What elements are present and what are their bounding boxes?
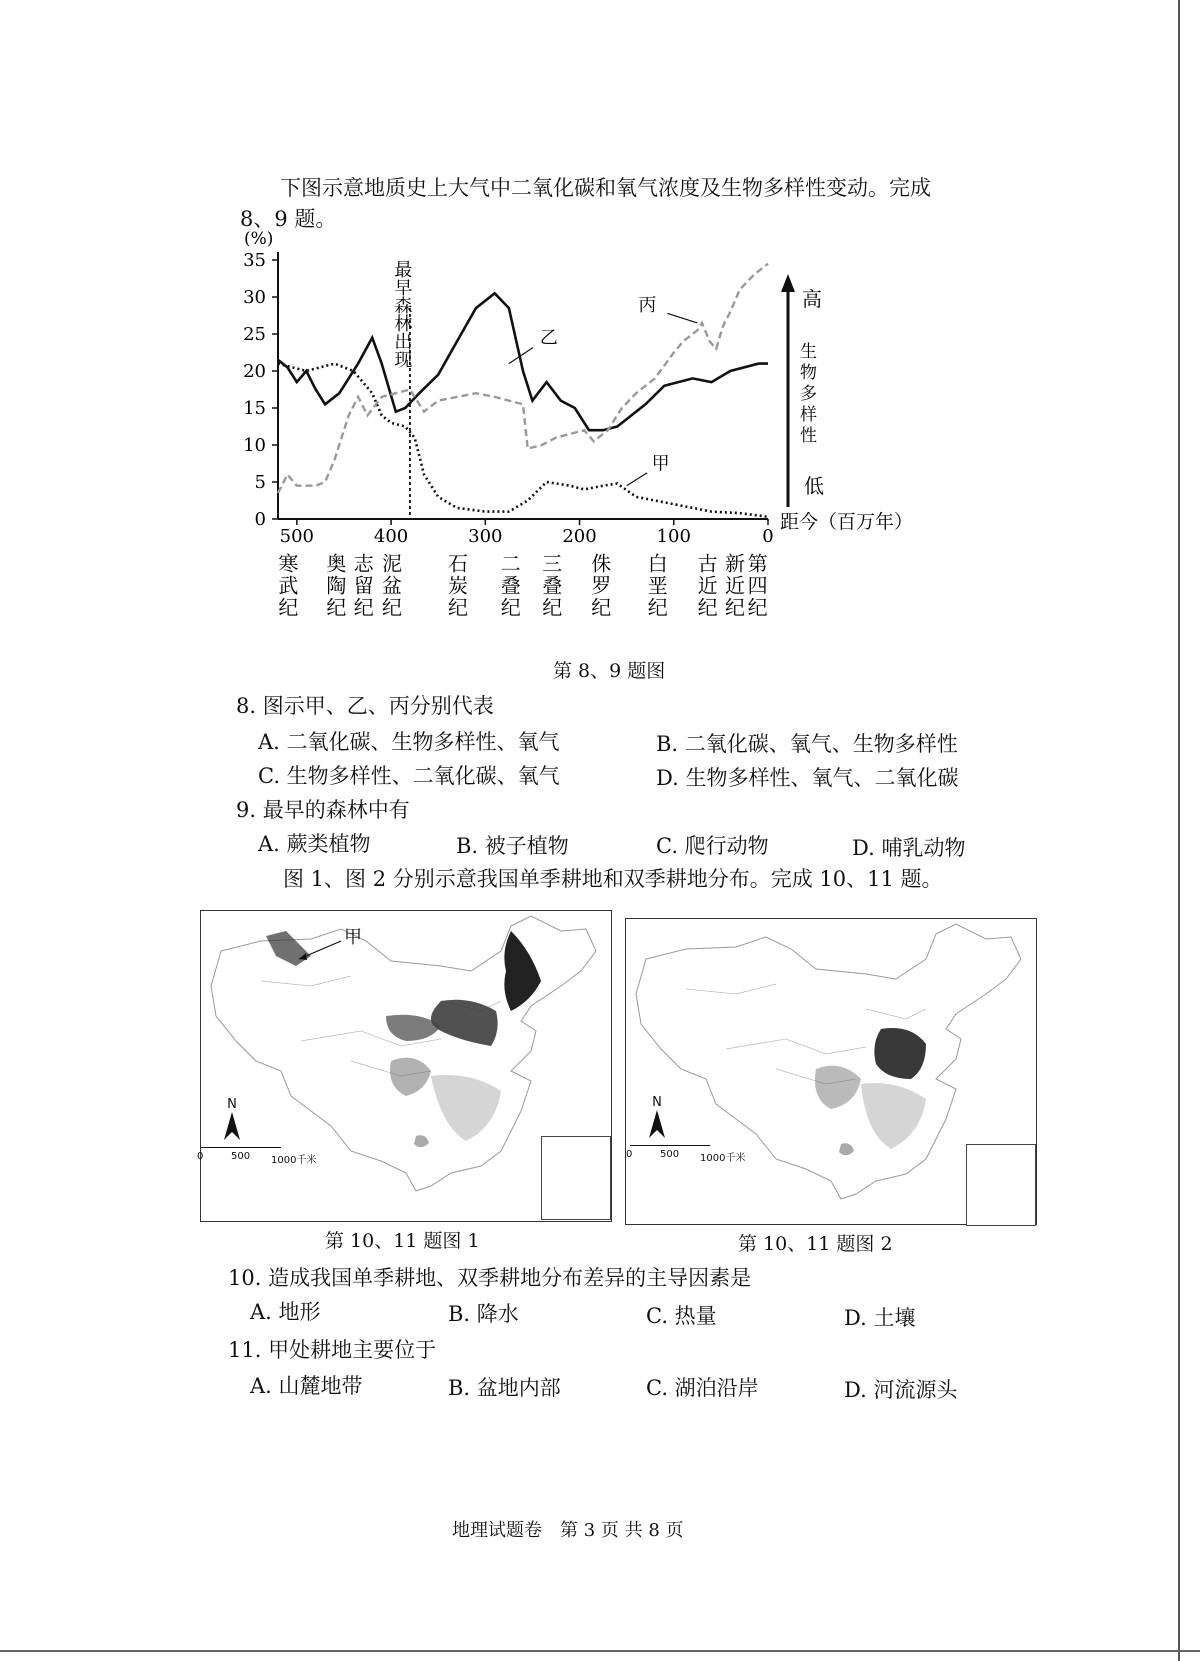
series-line-dotted xyxy=(278,364,768,517)
q9-option-a: A. 蕨类植物 xyxy=(258,832,371,856)
q11-option-d: D. 河流源头 xyxy=(844,1378,958,1402)
intro-line-2: 8、9 题。 xyxy=(240,207,337,231)
biodiversity-low-label: 低 xyxy=(804,474,824,498)
series-label: 乙 xyxy=(539,327,558,349)
north-label: N xyxy=(227,1097,237,1112)
series-label: 丙 xyxy=(638,294,657,316)
q8-option-b: B. 二氧化碳、氧气、生物多样性 xyxy=(656,732,958,756)
x-tick-label: 200 xyxy=(562,526,597,547)
series-leader-line xyxy=(667,313,697,323)
q8-option-c: C. 生物多样性、二氧化碳、氧气 xyxy=(258,764,560,788)
biodiversity-arrow-icon xyxy=(781,274,795,292)
map1-label-jia: 甲 xyxy=(344,927,362,948)
x-tick-label: 300 xyxy=(468,526,503,547)
north-arrow-icon xyxy=(222,1112,242,1142)
biodiversity-axis-label: 生物多样性 xyxy=(796,342,816,447)
y-tick-label: 10 xyxy=(243,435,266,456)
x-tick-label: 400 xyxy=(373,526,409,547)
x-axis-label: 距今（百万年） xyxy=(780,511,914,533)
y-tick-label: 30 xyxy=(243,287,266,308)
q8-option-d: D. 生物多样性、氧气、二氧化碳 xyxy=(656,766,959,790)
north-arrow-icon xyxy=(642,1095,672,1144)
geologic-history-chart xyxy=(230,228,990,678)
map2-caption: 第 10、11 题图 2 xyxy=(738,1233,893,1255)
scale-zero: 0 xyxy=(197,1151,204,1162)
period-label: 古近纪 xyxy=(694,553,719,619)
first-forest-annotation: 最早森林出现 xyxy=(391,260,413,368)
period-label: 三叠纪 xyxy=(538,553,563,619)
q10-option-c: C. 热量 xyxy=(646,1304,717,1328)
q9-option-d: D. 哺乳动物 xyxy=(852,836,966,860)
period-label: 侏罗纪 xyxy=(587,553,612,619)
period-label: 白垩纪 xyxy=(644,553,669,619)
biodiversity-high-label: 高 xyxy=(802,287,822,311)
map-single-season-cropland xyxy=(197,910,612,1222)
x-tick-label: 500 xyxy=(279,526,315,547)
scale-500: 500 xyxy=(231,1151,251,1162)
y-tick-label: 20 xyxy=(243,361,266,382)
period-label: 志留纪 xyxy=(350,553,375,619)
north-arrow-icon xyxy=(217,1097,247,1146)
map-double-season-cropland xyxy=(625,918,1037,1225)
intro-line-1: 下图示意地质史上大气中二氧化碳和氧气浓度及生物多样性变动。完成 xyxy=(280,176,931,200)
north-label: N xyxy=(652,1095,662,1110)
q11-option-c: C. 湖泊沿岸 xyxy=(646,1376,759,1400)
series-leader-line xyxy=(627,473,647,486)
q8-option-a: A. 二氧化碳、生物多样性、氧气 xyxy=(258,730,560,754)
page-border-bottom xyxy=(0,1650,1200,1652)
y-tick-label: 25 xyxy=(243,324,266,345)
q10-option-b: B. 降水 xyxy=(448,1302,519,1326)
map1-caption: 第 10、11 题图 1 xyxy=(325,1230,480,1252)
period-label: 石炭纪 xyxy=(444,553,469,619)
south-china-sea-inset xyxy=(966,1144,1036,1226)
scale-500: 500 xyxy=(660,1149,680,1160)
period-label: 二叠纪 xyxy=(497,553,522,619)
intro-maps: 图 1、图 2 分别示意我国单季耕地和双季耕地分布。完成 10、11 题。 xyxy=(283,867,943,891)
q9-stem: 9. 最早的森林中有 xyxy=(236,798,410,822)
x-tick-label: 100 xyxy=(656,526,691,547)
q11-stem: 11. 甲处耕地主要位于 xyxy=(228,1338,437,1362)
scale-1000: 1000千米 xyxy=(271,1155,317,1166)
period-label: 奥陶纪 xyxy=(322,553,347,619)
q9-option-b: B. 被子植物 xyxy=(456,834,569,858)
scale-zero: 0 xyxy=(626,1149,633,1160)
q11-option-a: A. 山麓地带 xyxy=(250,1374,363,1398)
south-china-sea-inset xyxy=(541,1136,611,1220)
q9-option-c: C. 爬行动物 xyxy=(656,834,769,858)
north-arrow-icon xyxy=(647,1110,667,1140)
page-border-right xyxy=(1178,0,1180,1661)
period-label: 寒武纪 xyxy=(274,553,299,619)
period-label: 新近纪 xyxy=(721,553,746,619)
q10-option-a: A. 地形 xyxy=(250,1300,321,1324)
y-tick-label: 5 xyxy=(254,472,266,493)
x-tick-label: 0 xyxy=(762,526,774,547)
scale-1000: 1000千米 xyxy=(700,1153,746,1164)
chart-caption: 第 8、9 题图 xyxy=(553,660,666,682)
page-footer: 地理试题卷 第 3 页 共 8 页 xyxy=(452,1520,684,1541)
series-label: 甲 xyxy=(651,453,670,475)
y-tick-label: 0 xyxy=(254,509,266,530)
period-label: 第四纪 xyxy=(744,553,769,619)
period-label: 泥盆纪 xyxy=(378,553,403,619)
q11-option-b: B. 盆地内部 xyxy=(448,1376,561,1400)
q10-stem: 10. 造成我国单季耕地、双季耕地分布差异的主导因素是 xyxy=(228,1266,752,1290)
q10-option-d: D. 土壤 xyxy=(844,1306,916,1330)
y-tick-label: 15 xyxy=(243,398,266,419)
q8-stem: 8. 图示甲、乙、丙分别代表 xyxy=(236,694,494,718)
y-axis-label: (%) xyxy=(244,229,274,249)
y-tick-label: 35 xyxy=(243,250,266,271)
